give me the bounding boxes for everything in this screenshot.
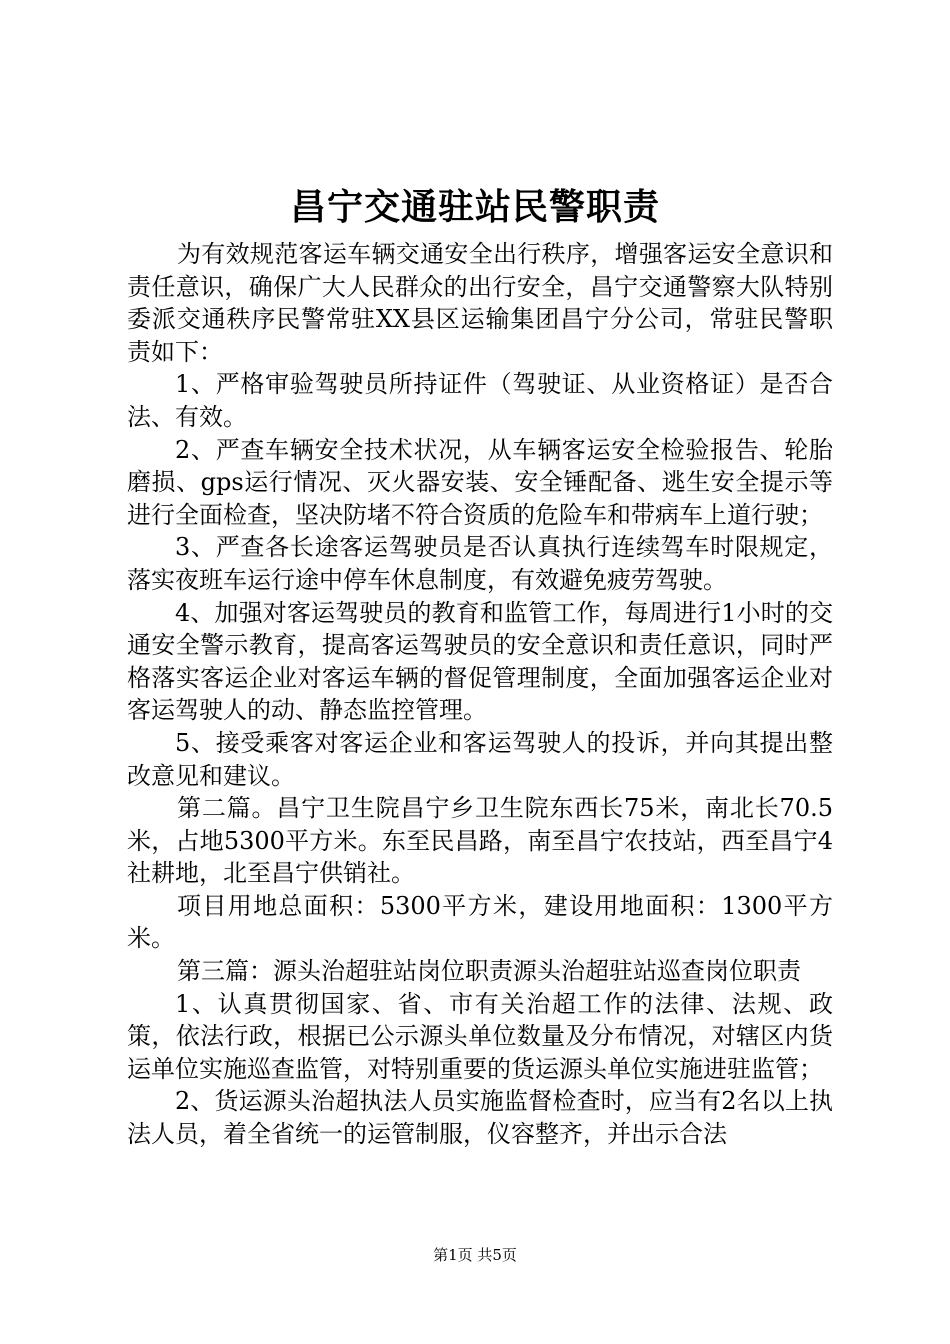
duty-item-1: 1、严格审验驾驶员所持证件（驾驶证、从业资格证）是否合法、有效。 <box>127 370 833 431</box>
section-three-heading: 第三篇：源头治超驻站岗位职责源头治超驻站巡查岗位职责 <box>177 957 801 986</box>
page-footer: 第1页 共5页 <box>433 1246 517 1264</box>
intro-paragraph: 为有效规范客运车辆交通安全出行秩序，增强客运安全意识和责任意识，确保广大人民群众的出行安全，昌宁交通警察大队特别委派交通秩序民警常驻XX县区运输集团昌宁分公司，常驻民警职责如下： <box>127 240 833 366</box>
duty-item-5: 5、接受乘客对客运企业和客运驾驶人的投诉，并向其提出整改意见和建议。 <box>127 728 833 790</box>
document-title: 昌宁交通驻站民警职责 <box>289 186 660 228</box>
patrol-item-1: 1、认真贯彻国家、省、市有关治超工作的法律、法规、政策，依法行政，根据已公示源头单位数量及分布情况，对辖区内货运单位实施巡查监管，对特别重要的货运源头单位实施进驻监管； <box>127 989 833 1083</box>
duty-item-2: 2、严查车辆安全技术状况，从车辆客运安全检验报告、轮胎磨损、gps运行情况、灭火器安装、安全锤配备、逃生安全提示等进行全面检查，坚决防堵不符合资质的危险车和带病车上道行驶； <box>127 435 833 529</box>
duty-item-4: 4、加强对客运驾驶员的教育和监管工作，每周进行1小时的交通安全警示教育，提高客运驾驶员的安全意识和责任意识，同时严格落实客运企业对客运车辆的督促管理制度，全面加强客运企业对客运驾驶人的动、静态监控管理。 <box>127 598 833 725</box>
duty-item-3: 3、严查各长途客运驾驶员是否认真执行连续驾车时限规定，落实夜班车运行途中停车休息制度，有效避免疲劳驾驶。 <box>127 533 833 594</box>
land-area-paragraph: 项目用地总面积：5300平方米，建设用地面积：1300平方米。 <box>127 891 833 953</box>
section-two-paragraph: 第二篇。昌宁卫生院昌宁乡卫生院东西长75米，南北长70.5米，占地5300平方米。东至民昌路，南至昌宁农技站，西至昌宁4社耕地，北至昌宁供销社。 <box>127 794 833 888</box>
document-body <box>127 238 833 1151</box>
patrol-item-2: 2、货运源头治超执法人员实施监督检查时，应当有2名以上执法人员，着全省统一的运管制服，仪容整齐，并出示合法 <box>127 1087 833 1149</box>
